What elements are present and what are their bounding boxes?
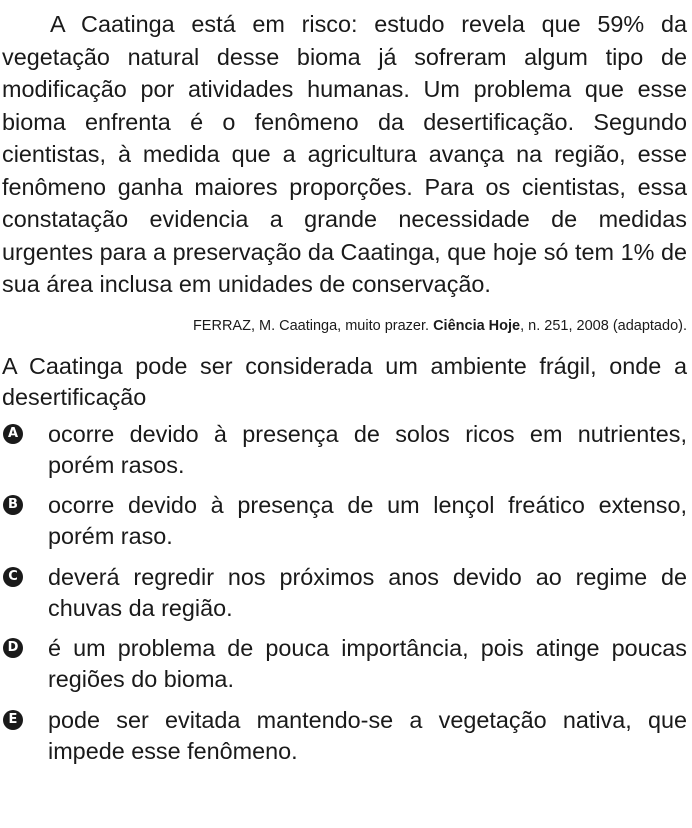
citation-details: , n. 251, 2008 (adaptado). <box>520 317 687 334</box>
option-e-text: pode ser evitada mantendo-se a vegetação nativa, que impede esse fenômeno. <box>48 706 687 764</box>
question-page <box>2 8 687 776</box>
option-b-text: ocorre devido à presença de um lençol freático extenso, porém raso. <box>48 492 687 549</box>
citation-author: FERRAZ, M. Caatinga, muito prazer. <box>192 317 434 334</box>
option-c[interactable] <box>2 562 687 624</box>
citation <box>2 317 687 335</box>
question-stem: A Caatinga pode ser considerada um ambiente frágil, onde a desertificação <box>2 352 687 410</box>
answer-options <box>2 419 687 767</box>
option-c-letter: C <box>3 567 23 587</box>
option-e[interactable] <box>2 705 687 767</box>
citation-source: Ciência Hoje <box>433 317 521 334</box>
option-e-letter: E <box>3 710 23 730</box>
option-a-letter: A <box>3 424 23 444</box>
option-a-text: ocorre devido à presença de solos ricos em nutrientes, porém rasos. <box>48 420 687 478</box>
option-d-letter: D <box>3 638 23 658</box>
option-d[interactable] <box>2 633 687 695</box>
option-b[interactable] <box>2 490 687 552</box>
option-c-text: deverá regredir nos próximos anos devido ao regime de chuvas da região. <box>48 563 687 621</box>
passage-text: A Caatinga está em risco: estudo revela que 59% da vegetação natural desse bioma já sofreram algum tipo de modificação por atividades humanas. Um problema que esse bioma enfrenta é o fenômeno da desertificação. Segundo cientistas, à medida que a agricultura avança na região, esse fenômeno ganha maiores proporções. Para os cientistas, essa constatação evidencia a grande necessidade de medidas urgentes para a preservação da Caatinga, que hoje só tem 1% de sua área inclusa em unidades de conservação. <box>2 11 687 297</box>
option-d-text: é um problema de pouca importância, pois atinge poucas regiões do bioma. <box>48 635 687 692</box>
option-a[interactable] <box>2 419 687 481</box>
option-b-letter: B <box>3 495 23 515</box>
